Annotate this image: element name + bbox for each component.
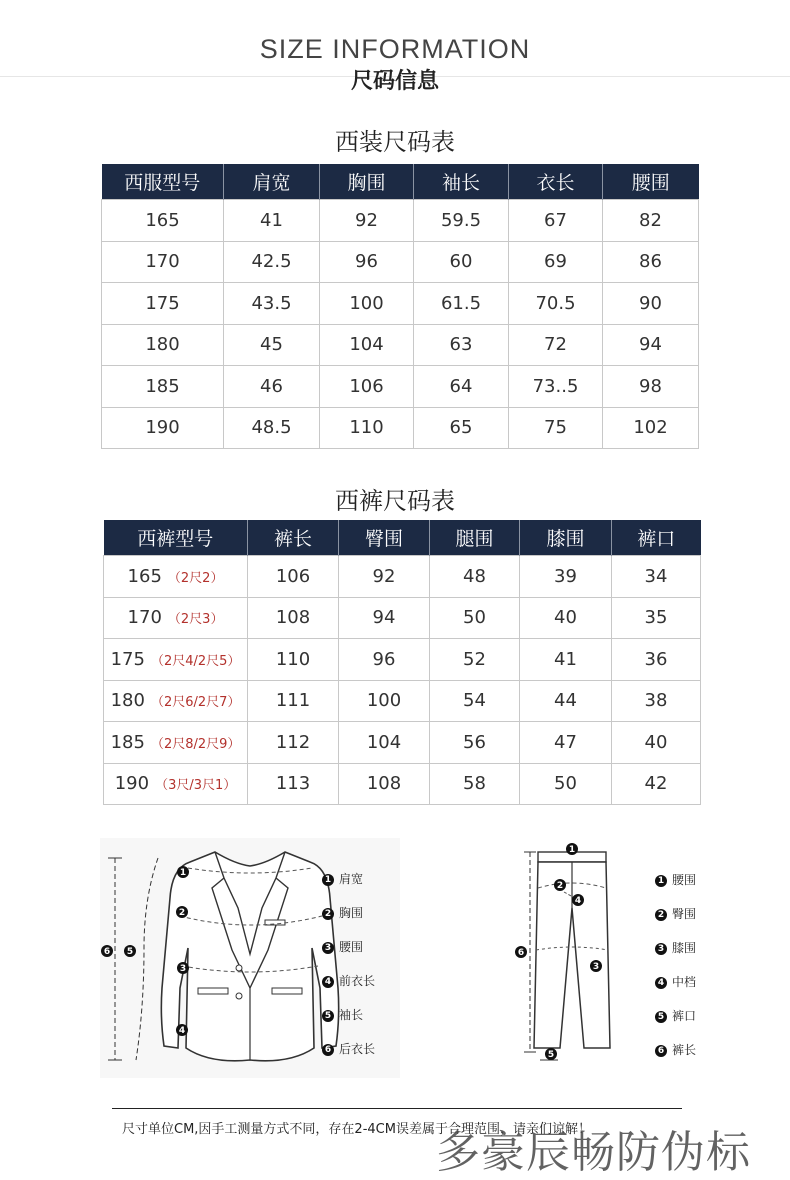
pants-cell: 40	[612, 722, 701, 764]
suit-col-header: 胸围	[320, 164, 414, 200]
pants-diagram	[510, 838, 620, 1070]
jacket-marker-5: 5	[126, 947, 134, 957]
pants-cell: 42	[612, 763, 701, 805]
pants-legend-number: 2	[655, 909, 667, 921]
suit-cell: 59.5	[414, 200, 509, 242]
jacket-legend-label: 袖长	[339, 1008, 364, 1022]
jacket-marker-6: 6	[103, 947, 111, 957]
suit-table-row	[102, 407, 699, 449]
suit-cell: 48.5	[224, 407, 320, 449]
jacket-legend-number: 3	[322, 942, 334, 954]
pants-waist-size: （2尺8/2尺9）	[150, 736, 241, 752]
pants-cell: 35	[612, 597, 701, 639]
anti-counterfeit-watermark: 多豪辰畅防伪标	[436, 1127, 751, 1178]
pants-cell: 50	[520, 763, 612, 805]
suit-cell: 69	[509, 241, 603, 283]
suit-col-header: 肩宽	[224, 164, 320, 200]
jacket-legend-item	[322, 896, 375, 930]
pants-legend-label: 腰围	[672, 873, 697, 887]
pants-cell: 96	[339, 639, 430, 681]
pants-legend-item	[655, 1033, 696, 1067]
suit-cell: 106	[320, 366, 414, 408]
suit-table-row	[102, 200, 699, 242]
suit-cell: 102	[603, 407, 699, 449]
suit-size-table	[101, 164, 699, 449]
pants-marker-2: 2	[556, 881, 564, 891]
footer-divider	[112, 1108, 682, 1109]
pants-size-cell	[104, 680, 248, 722]
pants-cell: 38	[612, 680, 701, 722]
pants-cell: 47	[520, 722, 612, 764]
pants-table-row	[104, 763, 701, 805]
pants-legend-label: 裤长	[672, 1043, 697, 1057]
jacket-legend-item	[322, 1032, 375, 1066]
jacket-legend-item	[322, 998, 375, 1032]
pants-cell: 34	[612, 556, 701, 598]
suit-cell: 104	[320, 324, 414, 366]
pants-cell: 110	[248, 639, 339, 681]
suit-cell: 45	[224, 324, 320, 366]
jacket-legend-item	[322, 964, 375, 998]
title-chinese: 尺码信息	[350, 69, 439, 94]
pants-cell: 100	[339, 680, 430, 722]
jacket-legend-label: 肩宽	[339, 872, 364, 886]
pants-size-table	[103, 520, 701, 805]
pants-marker-3: 3	[592, 962, 600, 972]
jacket-legend-item	[322, 862, 375, 896]
pants-size: 180	[110, 690, 145, 712]
pants-col-header: 膝围	[520, 520, 612, 556]
pants-legend-item	[655, 863, 696, 897]
suit-cell: 43.5	[224, 283, 320, 325]
pants-legend-label: 裤口	[672, 1009, 697, 1023]
pants-legend-item	[655, 965, 696, 999]
measurement-note: 尺寸单位CM,因手工测量方式不同，存在2-4CM误差属于合理范围，请亲们谅解！	[122, 1122, 591, 1137]
pants-legend-label: 中档	[672, 975, 697, 989]
suit-cell: 72	[509, 324, 603, 366]
suit-table-header	[102, 164, 699, 200]
pants-legend-item	[655, 897, 696, 931]
pants-col-header: 腿围	[430, 520, 520, 556]
suit-cell: 94	[603, 324, 699, 366]
pants-size: 165	[127, 565, 162, 587]
suit-cell: 110	[320, 407, 414, 449]
pants-waist-size: （2尺3）	[167, 612, 224, 628]
pants-cell: 52	[430, 639, 520, 681]
jacket-marker-2: 2	[178, 908, 186, 918]
pants-cell: 106	[248, 556, 339, 598]
pants-legend-number: 3	[655, 943, 667, 955]
jacket-legend-label: 腰围	[339, 940, 364, 954]
pants-cell: 113	[248, 763, 339, 805]
suit-cell: 92	[320, 200, 414, 242]
pants-waist-size: （2尺2）	[167, 570, 224, 586]
jacket-legend-number: 2	[322, 908, 334, 920]
suit-cell: 64	[414, 366, 509, 408]
jacket-legend-label: 后衣长	[339, 1042, 376, 1056]
pants-waist-size: （3尺/3尺1）	[155, 778, 237, 794]
pants-size: 190	[114, 773, 150, 795]
pants-legend-label: 膝围	[672, 941, 697, 955]
suit-cell: 190	[102, 407, 224, 449]
pants-col-header: 西裤型号	[104, 520, 248, 556]
pants-cell: 40	[520, 597, 612, 639]
suit-cell: 185	[102, 366, 224, 408]
pants-cell: 92	[339, 556, 430, 598]
suit-cell: 60	[414, 241, 509, 283]
suit-cell: 96	[320, 241, 414, 283]
jacket-legend-number: 6	[322, 1044, 334, 1056]
suit-cell: 75	[509, 407, 603, 449]
jacket-legend-label: 胸围	[339, 906, 364, 920]
suit-col-header: 腰围	[603, 164, 699, 200]
pants-cell: 56	[430, 722, 520, 764]
pants-legend-number: 4	[655, 977, 667, 989]
pants-cell: 50	[430, 597, 520, 639]
pants-cell: 54	[430, 680, 520, 722]
suit-cell: 65	[414, 407, 509, 449]
jacket-legend-label: 前衣长	[339, 974, 376, 988]
pants-table-title: 西裤尺码表	[335, 487, 455, 515]
suit-cell: 46	[224, 366, 320, 408]
pants-cell: 111	[248, 680, 339, 722]
suit-table-row	[102, 241, 699, 283]
pants-cell: 39	[520, 556, 612, 598]
pants-legend	[655, 863, 696, 1067]
pants-table-row	[104, 722, 701, 764]
pants-marker-4: 4	[574, 896, 582, 906]
pants-size: 175	[110, 648, 145, 670]
pants-col-header: 裤长	[248, 520, 339, 556]
suit-cell: 90	[603, 283, 699, 325]
pants-legend-label: 臀围	[672, 907, 697, 921]
suit-col-header: 衣长	[509, 164, 603, 200]
pants-size-cell	[104, 639, 248, 681]
pants-legend-number: 6	[655, 1045, 667, 1057]
pants-cell: 48	[430, 556, 520, 598]
jacket-marker-3: 3	[179, 964, 187, 974]
pants-cell: 104	[339, 722, 430, 764]
pants-marker-6: 6	[517, 948, 525, 958]
pants-table-row	[104, 680, 701, 722]
suit-cell: 42.5	[224, 241, 320, 283]
pants-cell: 36	[612, 639, 701, 681]
pants-size-cell	[104, 597, 248, 639]
jacket-legend-number: 1	[322, 874, 334, 886]
suit-cell: 86	[603, 241, 699, 283]
pants-marker-1: 1	[568, 845, 576, 855]
pants-legend-item	[655, 999, 696, 1033]
pants-legend-number: 1	[655, 875, 667, 887]
suit-table-row	[102, 324, 699, 366]
pants-cell: 94	[339, 597, 430, 639]
pants-legend-number: 5	[655, 1011, 667, 1023]
pants-table-row	[104, 556, 701, 598]
suit-cell: 100	[320, 283, 414, 325]
pants-waist-size: （2尺4/2尺5）	[150, 653, 241, 669]
suit-cell: 170	[102, 241, 224, 283]
jacket-legend-number: 5	[322, 1010, 334, 1022]
jacket-legend	[322, 862, 375, 1066]
pants-table-row	[104, 597, 701, 639]
pants-col-header: 裤口	[612, 520, 701, 556]
suit-cell: 82	[603, 200, 699, 242]
jacket-legend-number: 4	[322, 976, 334, 988]
suit-cell: 61.5	[414, 283, 509, 325]
suit-cell: 67	[509, 200, 603, 242]
pants-cell: 112	[248, 722, 339, 764]
pants-cell: 41	[520, 639, 612, 681]
jacket-marker-4: 4	[178, 1026, 186, 1036]
suit-cell: 180	[102, 324, 224, 366]
pants-size-cell	[104, 556, 248, 598]
suit-table-title: 西装尺码表	[335, 128, 455, 156]
suit-cell: 70.5	[509, 283, 603, 325]
suit-table-row	[102, 283, 699, 325]
pants-legend-item	[655, 931, 696, 965]
suit-cell: 63	[414, 324, 509, 366]
suit-cell: 41	[224, 200, 320, 242]
suit-col-header: 袖长	[414, 164, 509, 200]
pants-waist-size: （2尺6/2尺7）	[150, 695, 241, 711]
pants-cell: 58	[430, 763, 520, 805]
suit-col-header: 西服型号	[102, 164, 224, 200]
suit-cell: 165	[102, 200, 224, 242]
suit-cell: 175	[102, 283, 224, 325]
pants-size: 185	[110, 731, 145, 753]
jacket-marker-1: 1	[179, 868, 187, 878]
pants-marker-5: 5	[547, 1050, 555, 1060]
pants-cell: 108	[248, 597, 339, 639]
suit-table-row	[102, 366, 699, 408]
pants-cell: 108	[339, 763, 430, 805]
pants-size-cell	[104, 763, 248, 805]
pants-size: 170	[127, 607, 162, 629]
jacket-legend-item	[322, 930, 375, 964]
pants-col-header: 臀围	[339, 520, 430, 556]
pants-table-row	[104, 639, 701, 681]
suit-cell: 73..5	[509, 366, 603, 408]
pants-size-cell	[104, 722, 248, 764]
pants-table-header	[104, 520, 701, 556]
pants-cell: 44	[520, 680, 612, 722]
title-english: SIZE INFORMATION	[259, 34, 531, 64]
suit-cell: 98	[603, 366, 699, 408]
